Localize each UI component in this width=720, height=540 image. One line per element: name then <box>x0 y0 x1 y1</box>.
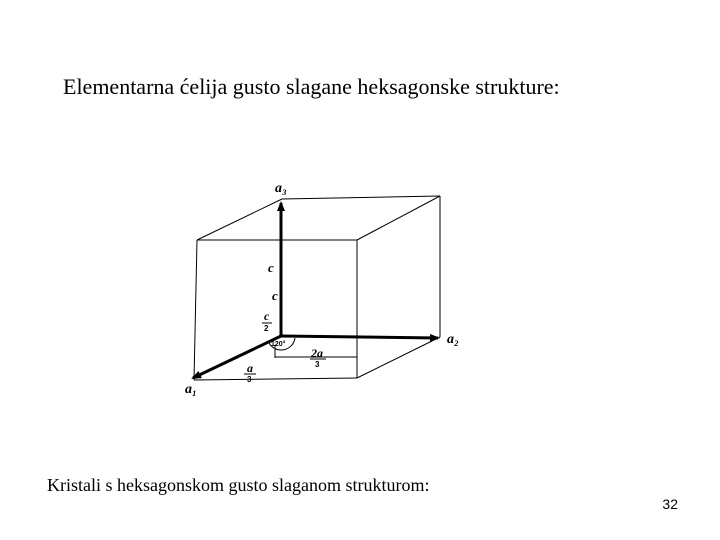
page-number: 32 <box>662 496 678 512</box>
label-c-upper: c <box>268 260 274 275</box>
label-a2: a₂ <box>447 332 459 347</box>
top-left-diagonal <box>197 199 282 240</box>
top-right-diagonal <box>357 196 440 240</box>
label-2a-denominator: 3 <box>315 360 320 369</box>
label-c-middle: c <box>272 288 278 303</box>
top-back-edge <box>282 196 440 199</box>
label-angle: 120° <box>271 341 286 348</box>
label-c-half-denominator: 2 <box>264 324 269 333</box>
axis-a2 <box>281 336 438 338</box>
slide-subtitle: Kristali s heksagonskom gusto slaganom strukturom: <box>47 475 430 495</box>
label-a-third-denominator: 3 <box>247 375 252 384</box>
label-c-half-numerator: c <box>264 309 270 323</box>
back-bottom-edge <box>194 378 357 380</box>
label-2a-numerator: 2a <box>311 346 323 360</box>
label-a1: a₁ <box>185 382 197 397</box>
bottom-right-diagonal <box>357 337 440 378</box>
label-a3: a₃ <box>275 181 287 196</box>
cube-back-edges <box>194 240 357 380</box>
back-left-edge <box>194 240 197 380</box>
label-a-third-numerator: a <box>247 361 253 375</box>
axis-a1 <box>193 336 281 378</box>
slide-title: Elementarna ćelija gusto slagane heksagonske strukture: <box>63 74 560 99</box>
